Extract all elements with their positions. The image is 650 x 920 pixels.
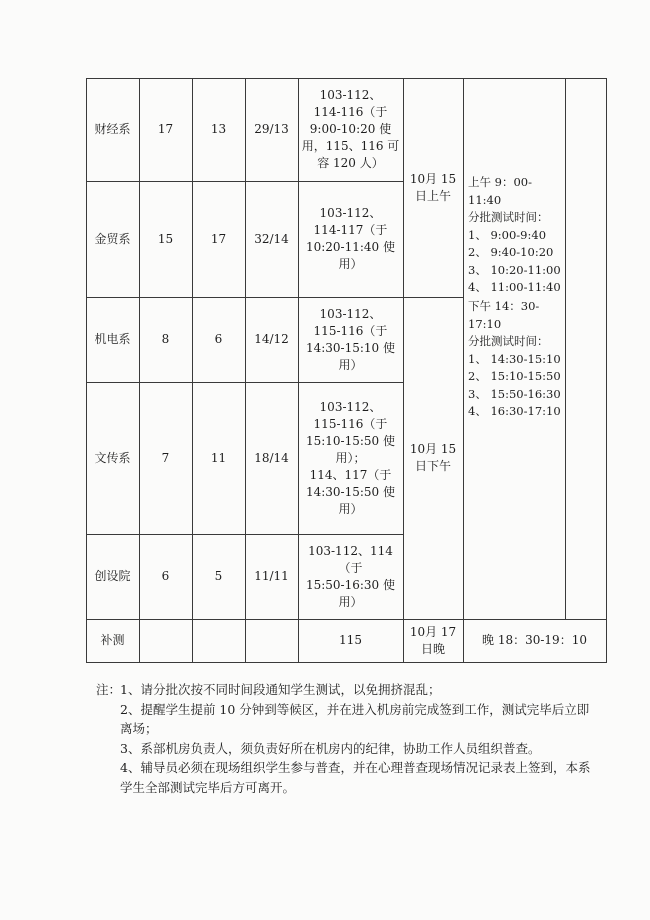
count-cell: 15 bbox=[157, 231, 174, 246]
count-cell: 6 bbox=[161, 569, 170, 583]
makeup-label-cell: 补测 bbox=[100, 633, 125, 647]
count-cell: 7 bbox=[161, 450, 170, 465]
afternoon-schedule: 下午 14：30-17:10 分批测试时间： 1、 14:30-15:10 2、 15:10-15:50 3、 15:50-16:30 4、 16:30-17:10 bbox=[468, 299, 561, 418]
dept-cell: 财经系 bbox=[94, 122, 131, 136]
date-afternoon-cell: 10月 15 日下午 bbox=[409, 442, 457, 473]
table-rule bbox=[606, 78, 607, 663]
rooms-cell: 103-112、 114-117（于 10:20-11:40 使 用） bbox=[305, 206, 396, 271]
rooms-cell: 103-112、 115-116（于 15:10-15:50 使 用）； 114、117（于 14:30-15:50 使 用） bbox=[305, 399, 396, 516]
note-item bbox=[96, 758, 596, 797]
note-text: 4、辅导员必须在现场组织学生参与普查，并在心理普查现场情况记录表上签到，本系学生全部测试完毕后方可离开。 bbox=[120, 760, 591, 795]
makeup-time-cell: 晚 18：30-19：10 bbox=[482, 633, 587, 647]
note-text: 1、请分批次按不同时间段通知学生测试，以免拥挤混乱； bbox=[120, 682, 441, 697]
count-cell: 6 bbox=[214, 332, 223, 346]
ratio-cell: 29/13 bbox=[254, 122, 289, 136]
makeup-date-cell: 10月 17 日晚 bbox=[409, 624, 457, 656]
notes-prefix: 注： bbox=[96, 682, 122, 697]
table-rule bbox=[463, 78, 464, 663]
rooms-cell: 103-112、114 （于 15:50-16:30 使 用） bbox=[305, 543, 396, 609]
table-rule bbox=[86, 662, 607, 663]
note-item bbox=[96, 739, 596, 759]
dept-cell: 机电系 bbox=[94, 332, 131, 346]
rooms-cell: 103-112、 115-116（于 14:30-15:10 使 用） bbox=[305, 306, 396, 372]
note-text: 3、系部机房负责人，须负责好所在机房内的纪律，协助工作人员组织普查。 bbox=[120, 740, 541, 756]
dept-cell: 金贸系 bbox=[94, 231, 131, 246]
ratio-cell: 18/14 bbox=[254, 450, 289, 465]
note-text: 2、提醒学生提前 10 分钟到等候区，并在进入机房前完成签到工作，测试完毕后立即离场； bbox=[120, 701, 590, 736]
count-cell: 11 bbox=[210, 450, 227, 465]
note-item bbox=[96, 700, 596, 739]
dept-cell: 文传系 bbox=[94, 450, 131, 465]
ratio-cell: 32/14 bbox=[254, 231, 289, 246]
count-cell: 5 bbox=[214, 569, 223, 583]
count-cell: 17 bbox=[157, 122, 174, 136]
rooms-cell: 103-112、 114-116（于 9:00-10:20 使 用，115、116 可 容 120 人） bbox=[301, 88, 400, 170]
makeup-rooms-cell: 115 bbox=[339, 633, 362, 647]
notes-section bbox=[96, 680, 596, 797]
count-cell: 13 bbox=[210, 122, 227, 136]
date-morning-cell: 10月 15 日上午 bbox=[409, 171, 457, 203]
note-item bbox=[96, 680, 596, 700]
ratio-cell: 11/11 bbox=[254, 569, 289, 583]
count-cell: 8 bbox=[161, 332, 170, 346]
ratio-cell: 14/12 bbox=[254, 332, 289, 346]
dept-cell: 创设院 bbox=[94, 569, 131, 583]
morning-schedule: 上午 9：00-11:40 分批测试时间： 1、 9:00-9:40 2、 9:40-10:20 3、 10:20-11:00 4、 11:00-11:40 bbox=[468, 175, 561, 294]
count-cell: 17 bbox=[210, 231, 227, 246]
